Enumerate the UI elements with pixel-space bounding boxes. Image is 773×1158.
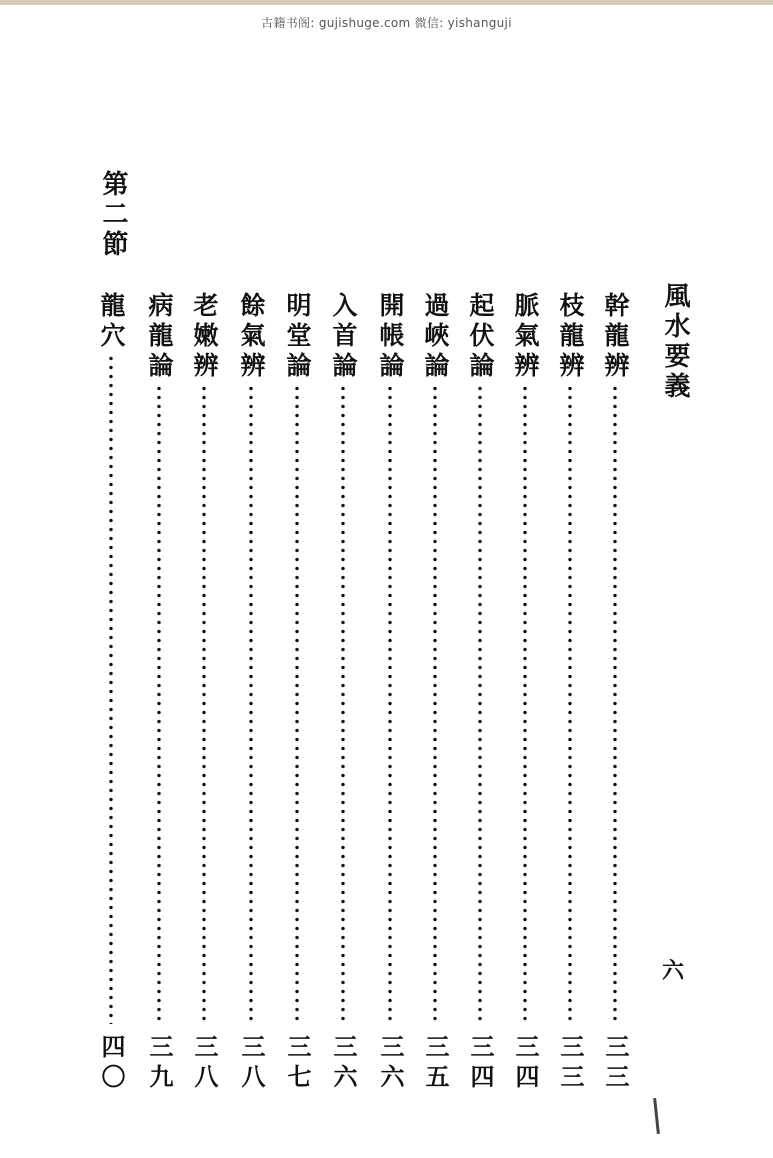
toc-entry [189,292,219,1100]
dotted-leader [613,384,617,1024]
toc-entry-page: 三四 [511,1034,540,1094]
running-header-title: 風水要義 [660,282,690,402]
toc-entry [236,292,266,1100]
toc-entry-title: 病龍論 [145,292,174,382]
toc-entry [375,292,405,1100]
dotted-leader [478,384,482,1024]
toc-entry-page: 三三 [601,1034,630,1094]
toc-entry-title: 幹龍辨 [601,292,630,382]
toc-entry [282,292,312,1100]
toc-entry [600,292,630,1100]
dotted-leader [341,384,345,1024]
toc-entry [465,292,495,1100]
toc-entry-page: 三八 [190,1034,219,1094]
dotted-leader [249,384,253,1024]
toc-entry-page: 三九 [145,1034,174,1094]
toc-entry-page: 三四 [466,1034,495,1094]
toc-entry [144,292,174,1100]
toc-entry [420,292,450,1100]
dotted-leader [523,384,527,1024]
dotted-leader [202,384,206,1024]
dotted-leader [157,384,161,1024]
toc-entry-page: 三六 [376,1034,405,1094]
toc-entry-title: 明堂論 [283,292,312,382]
dotted-leader [568,384,572,1024]
toc-entry-page: 三六 [329,1034,358,1094]
toc-entry-title: 開帳論 [376,292,405,382]
dotted-leader [433,384,437,1024]
toc-entry-title: 餘氣辨 [237,292,266,382]
toc-entry-page: 三三 [556,1034,585,1094]
watermark-text: 古籍书阁: gujishuge.com 微信: yishanguji [261,16,512,30]
dotted-leader [295,384,299,1024]
toc-entry-page: 三五 [421,1034,450,1094]
dotted-leader [109,354,113,1024]
toc-entry-title: 龍穴 [97,292,126,352]
toc-entry [510,292,540,1100]
toc-entry-page: 三八 [237,1034,266,1094]
toc-entry-title: 脈氣辨 [511,292,540,382]
dotted-leader [388,384,392,1024]
toc-entry-page: 三七 [283,1034,312,1094]
toc-entry-title: 過峽論 [421,292,450,382]
toc-entry-title: 入首論 [329,292,358,382]
toc-entry [328,292,358,1100]
top-border-strip [0,0,773,5]
toc-entry-title: 老嫩辨 [190,292,219,382]
toc-entry-title: 起伏論 [466,292,495,382]
toc-entry-page: 四〇 [97,1034,126,1094]
toc-entry [96,292,126,1100]
section-heading: 第二節 [98,170,128,260]
page-number: 六 [662,958,685,984]
toc-entry [555,292,585,1100]
scan-edge-mark [653,1098,660,1134]
toc-entry-title: 枝龍辨 [556,292,585,382]
